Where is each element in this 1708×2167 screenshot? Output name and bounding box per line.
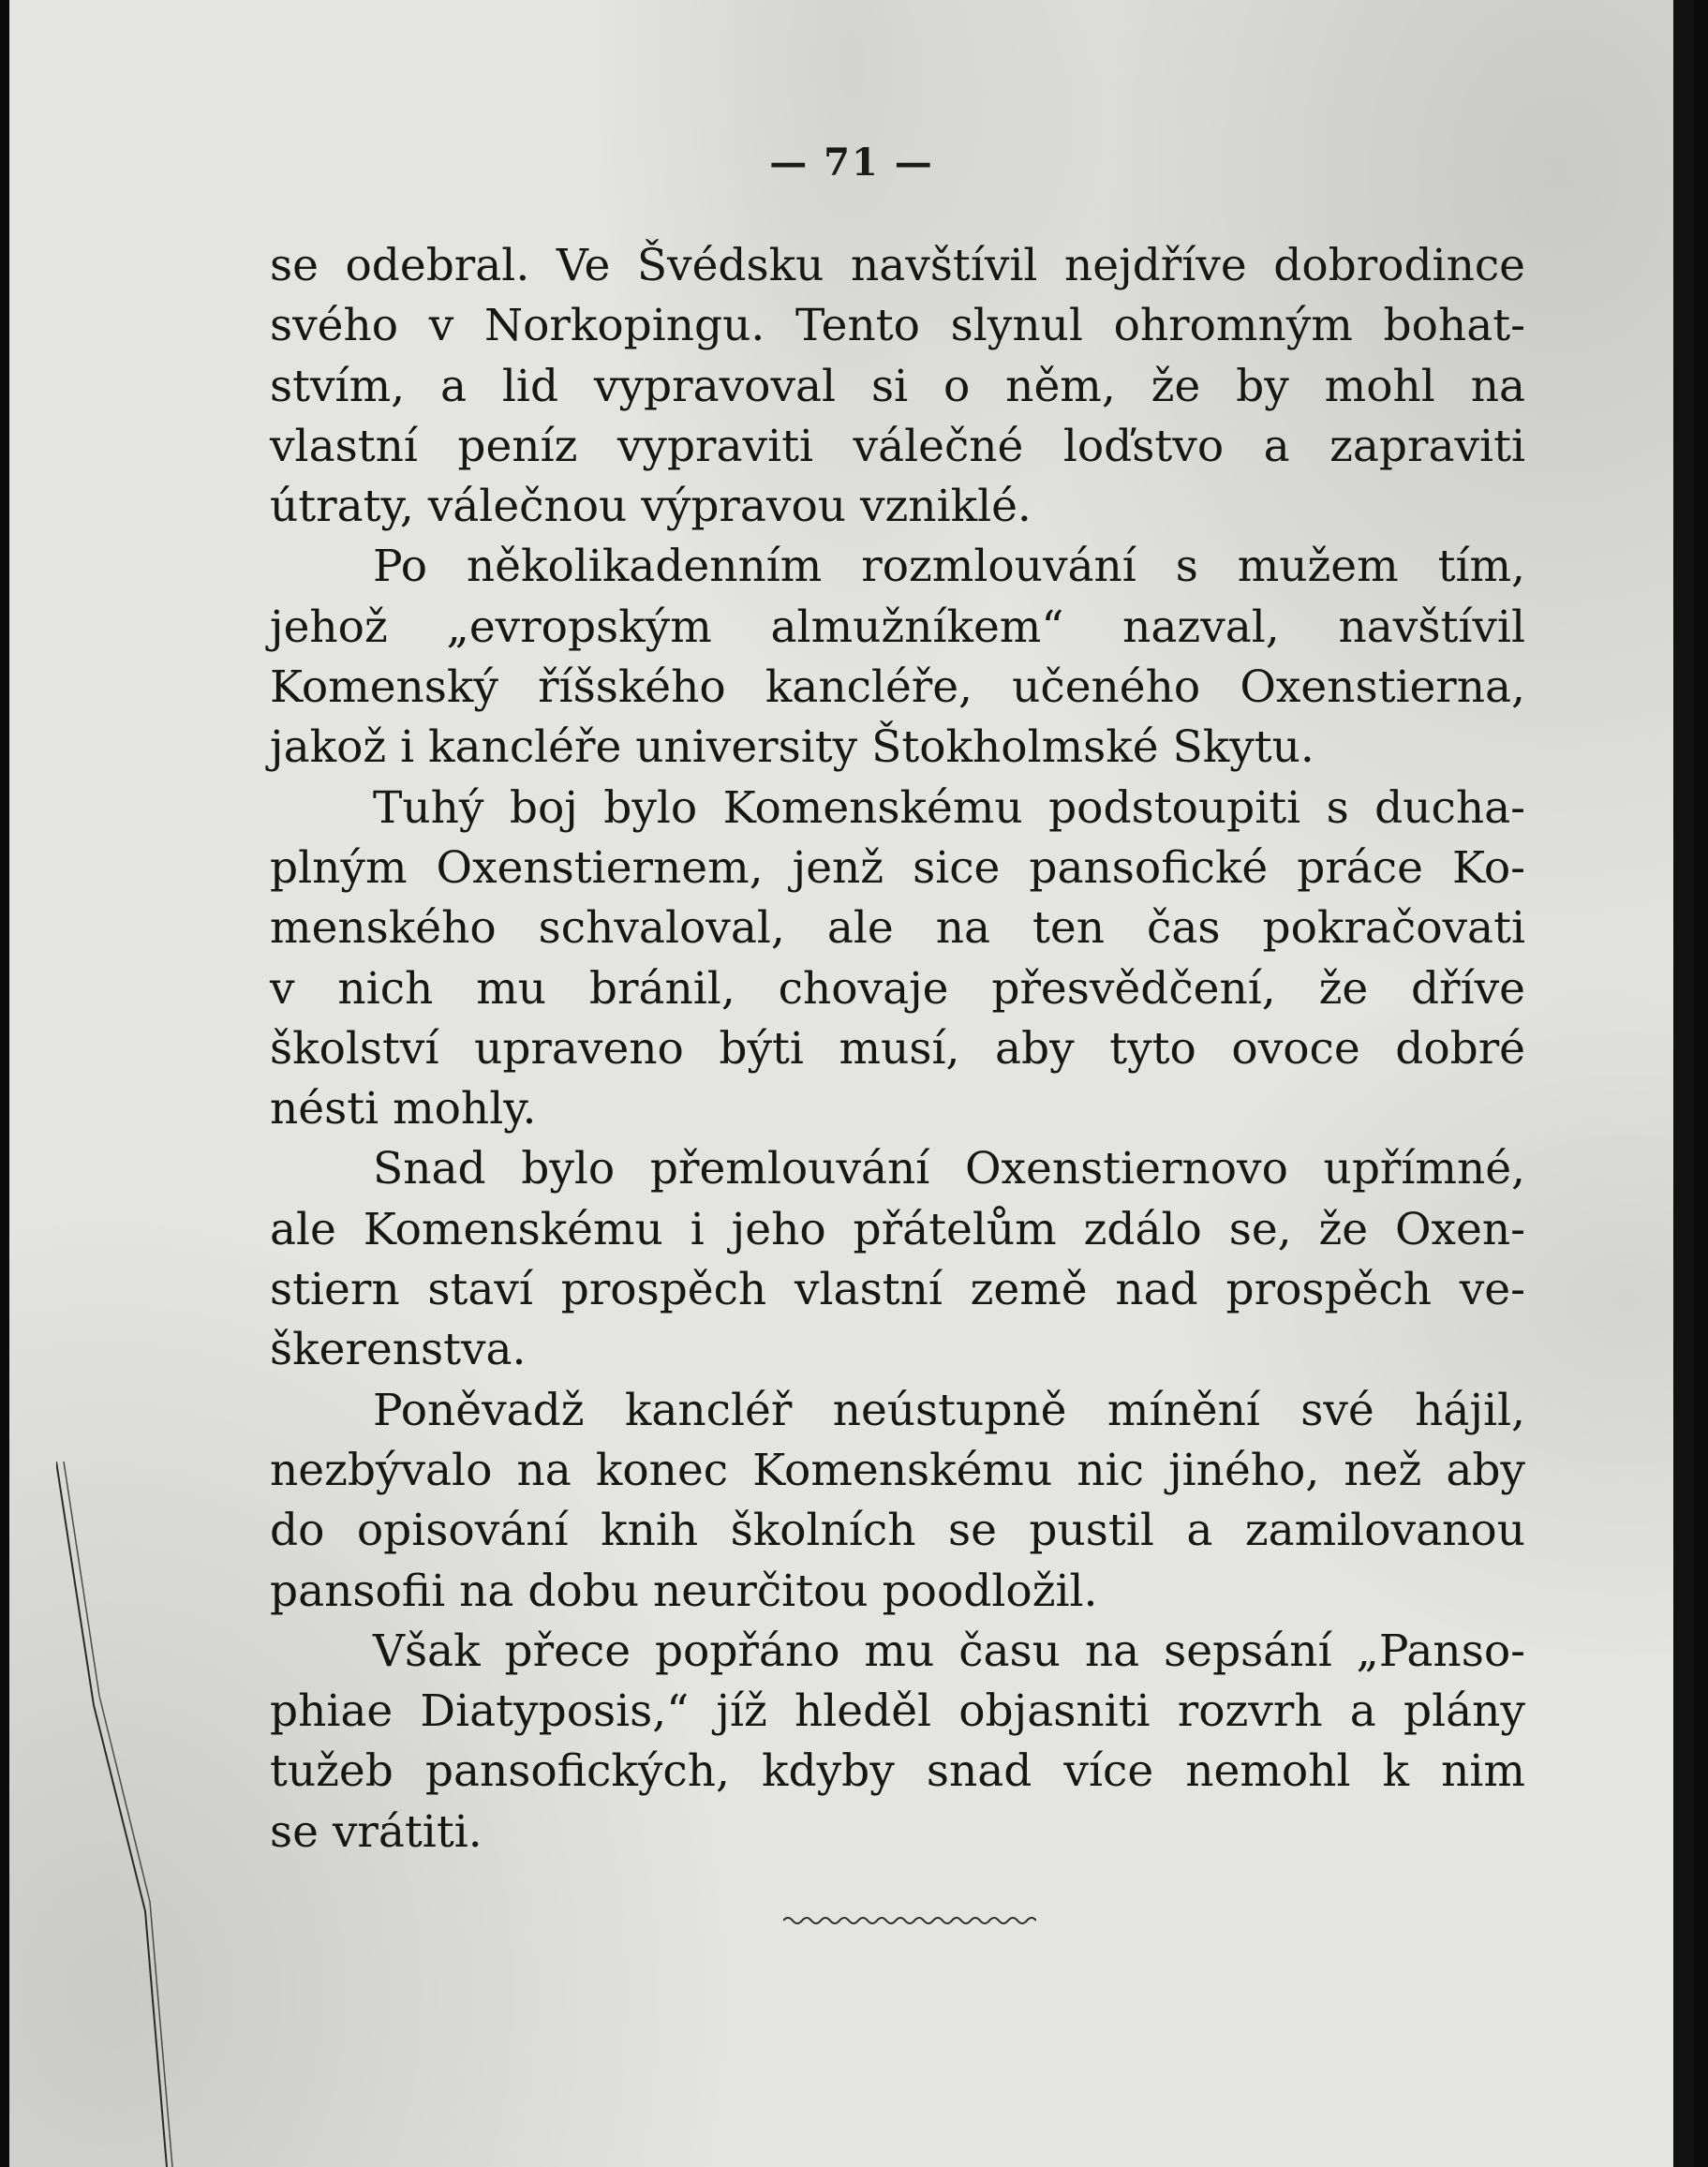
text-line: Komenský říšského kancléře, učeného Oxenstierna, (270, 661, 1525, 714)
text-line: Poněvadž kancléř neústupně mínění své hájil, (373, 1384, 1525, 1436)
text-line: útraty, válečnou výpravou vzniklé. (270, 481, 1032, 533)
text-line: v nich mu bránil, chovaje přesvědčení, že dříve (270, 962, 1525, 1015)
text-line: nésti mohly. (270, 1083, 537, 1135)
text-line: stvím, a lid vypravoval si o něm, že by mohl na (270, 360, 1525, 412)
text-line: vlastní peníz vypraviti válečné loďstvo a zapraviti (270, 420, 1525, 472)
text-line: Po několikadenním rozmlouvání s mužem tím, (373, 541, 1525, 593)
text-line: stiern staví prospěch vlastní země nad prospěch ve- (270, 1264, 1525, 1316)
text-line: Tuhý boj bylo Komenskému podstoupiti s ducha- (373, 781, 1525, 834)
paper-fold-mark (56, 1462, 178, 2167)
book-page (9, 0, 1694, 2167)
text-line: svého v Norkopingu. Tento slynul ohromným bohat- (270, 300, 1525, 352)
text-line: tužeb pansofických, kdyby snad více nemohl k nim (270, 1745, 1525, 1798)
text-line: pansofii na dobu neurčitou poodložil. (270, 1565, 1098, 1617)
text-line: se odebral. Ve Švédsku navštívil nejdříve dobrodince (270, 240, 1525, 291)
text-line: ale Komenskému i jeho přátelům zdálo se, že Oxen- (270, 1203, 1525, 1255)
text-line: do opisování knih školních se pustil a zamilovanou (270, 1505, 1525, 1557)
text-line: menského schvaloval, ale na ten čas pokračovati (270, 902, 1525, 955)
text-line: jehož „evropským almužníkem“ nazval, navštívil (270, 601, 1525, 653)
text-line: Snad bylo přemlouvání Oxenstiernovo upřímné, (373, 1143, 1525, 1195)
text-line: nezbývalo na konec Komenskému nic jiného, než aby (270, 1444, 1525, 1496)
text-line: phiae Diatyposis,“ jíž hleděl objasniti rozvrh a plány (270, 1685, 1525, 1738)
text-line: plným Oxenstiernem, jenž sice pansofické práce Ko- (270, 841, 1525, 894)
text-line: Však přece popřáno mu času na sepsání „Panso- (373, 1625, 1525, 1677)
text-line: jakož i kancléře university Štokholmské Skytu. (270, 721, 1314, 774)
text-line: se vrátiti. (270, 1805, 483, 1858)
page-number: — 71 — (769, 141, 934, 185)
text-line: školství upraveno býti musí, aby tyto ovoce dobré (270, 1022, 1525, 1075)
end-ornament (783, 1911, 1036, 1930)
text-line: škerenstva. (270, 1324, 527, 1376)
body-text (270, 236, 1525, 1863)
scan-border (1673, 0, 1694, 2167)
